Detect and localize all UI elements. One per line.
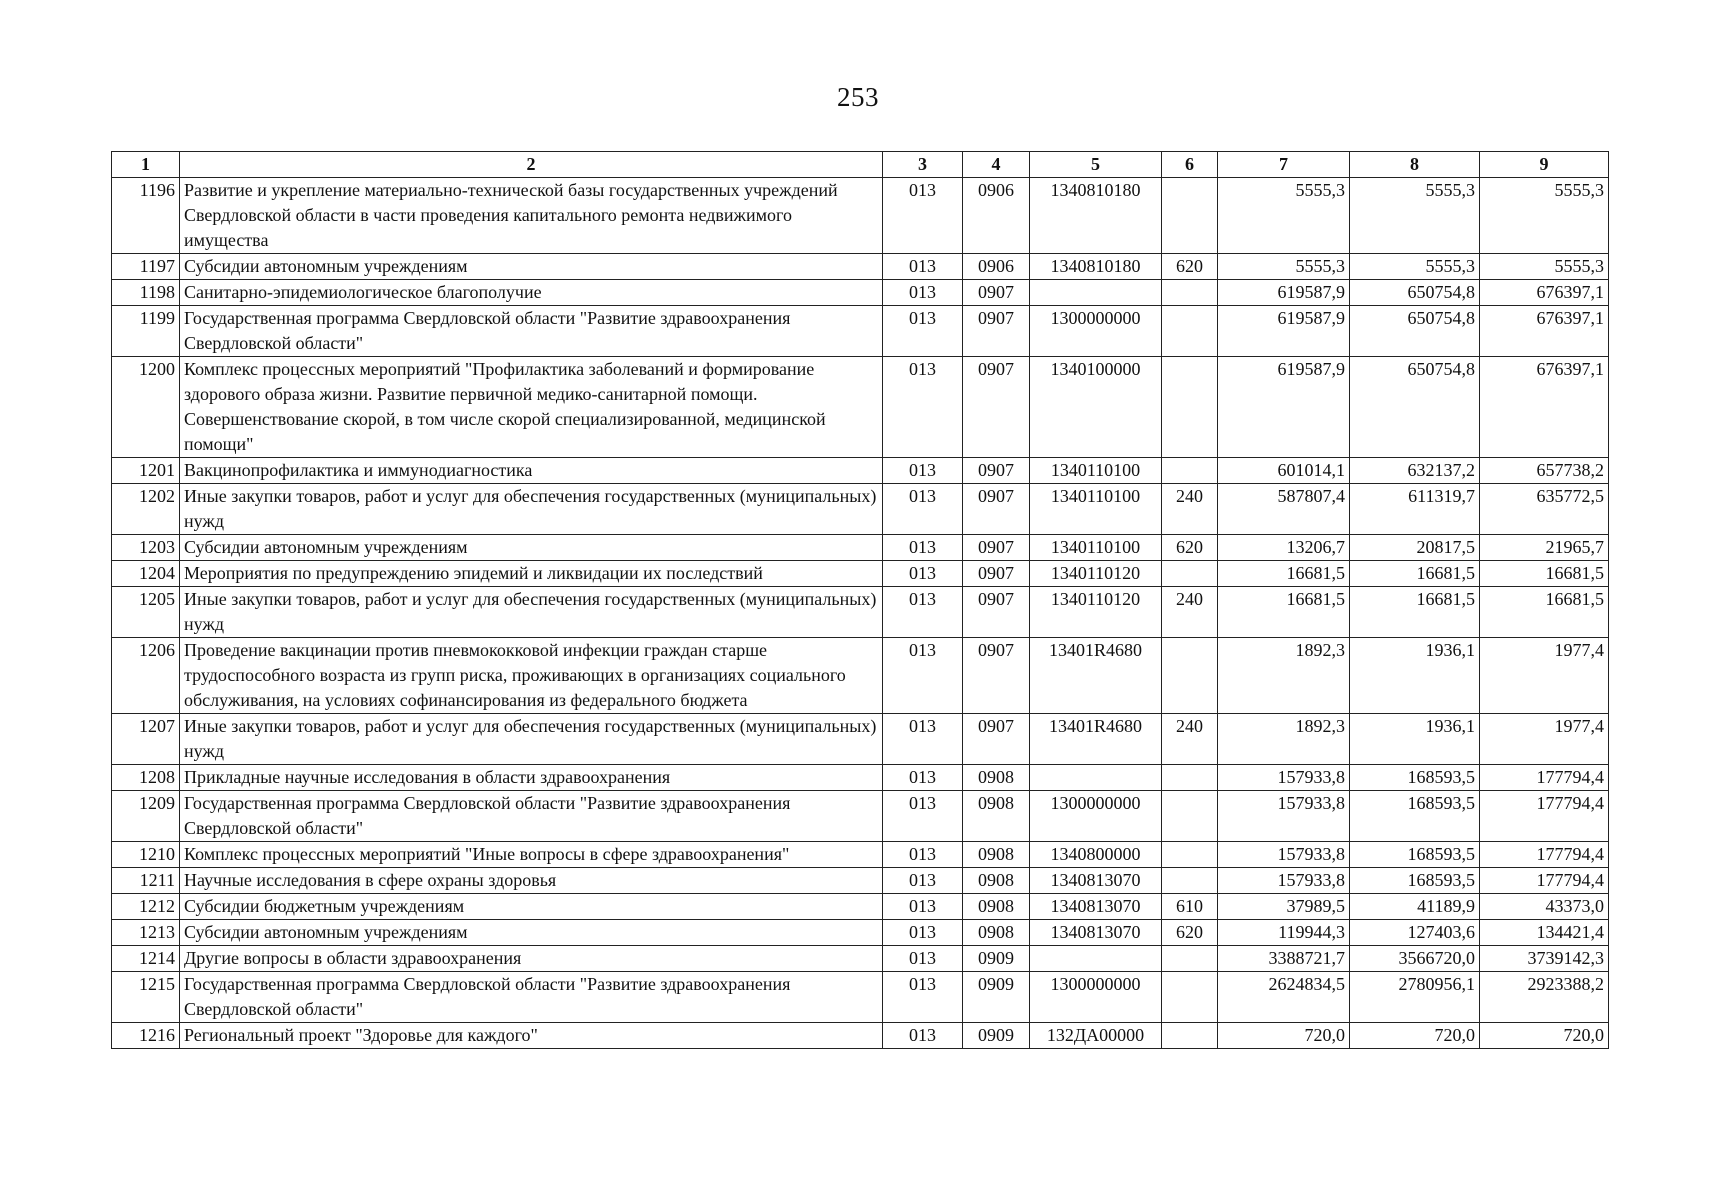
amount-col-8: 20817,5	[1350, 535, 1480, 561]
amount-col-9: 720,0	[1480, 1023, 1609, 1049]
target-code: 1340100000	[1030, 357, 1162, 458]
expense-type	[1162, 868, 1218, 894]
target-code: 1340810180	[1030, 178, 1162, 254]
table-row	[112, 587, 1609, 638]
table-row	[112, 868, 1609, 894]
target-code: 132ДА00000	[1030, 1023, 1162, 1049]
expense-type	[1162, 791, 1218, 842]
amount-col-8: 2780956,1	[1350, 972, 1480, 1023]
target-code	[1030, 765, 1162, 791]
amount-col-7: 5555,3	[1218, 254, 1350, 280]
amount-col-9: 134421,4	[1480, 920, 1609, 946]
amount-col-8: 650754,8	[1350, 280, 1480, 306]
amount-col-7: 119944,3	[1218, 920, 1350, 946]
table-row	[112, 842, 1609, 868]
amount-col-7: 619587,9	[1218, 306, 1350, 357]
table-row	[112, 535, 1609, 561]
header-cell: 4	[963, 152, 1030, 178]
amount-col-9: 635772,5	[1480, 484, 1609, 535]
expense-type	[1162, 458, 1218, 484]
row-name: Государственная программа Свердловской области "Развитие здравоохранения Свердловской области"	[180, 306, 883, 357]
section-code: 0908	[963, 765, 1030, 791]
target-code: 13401R4680	[1030, 714, 1162, 765]
amount-col-8: 168593,5	[1350, 791, 1480, 842]
page-number: 253	[837, 82, 879, 112]
ministry-code: 013	[883, 458, 963, 484]
table-row	[112, 1023, 1609, 1049]
amount-col-7: 1892,3	[1218, 714, 1350, 765]
table-row	[112, 946, 1609, 972]
section-code: 0907	[963, 484, 1030, 535]
ministry-code: 013	[883, 842, 963, 868]
amount-col-7: 16681,5	[1218, 587, 1350, 638]
row-number: 1206	[112, 638, 180, 714]
target-code: 1340110100	[1030, 458, 1162, 484]
header-cell: 1	[112, 152, 180, 178]
expense-type: 240	[1162, 714, 1218, 765]
row-number: 1211	[112, 868, 180, 894]
row-name: Иные закупки товаров, работ и услуг для обеспечения государственных (муниципальных) нужд	[180, 714, 883, 765]
budget-table	[111, 151, 1609, 1049]
amount-col-8: 5555,3	[1350, 178, 1480, 254]
target-code: 1340810180	[1030, 254, 1162, 280]
amount-col-8: 5555,3	[1350, 254, 1480, 280]
table-row	[112, 638, 1609, 714]
target-code: 1300000000	[1030, 306, 1162, 357]
section-code: 0908	[963, 894, 1030, 920]
ministry-code: 013	[883, 638, 963, 714]
section-code: 0909	[963, 946, 1030, 972]
amount-col-9: 177794,4	[1480, 842, 1609, 868]
expense-type: 240	[1162, 484, 1218, 535]
section-code: 0907	[963, 306, 1030, 357]
table-row	[112, 765, 1609, 791]
amount-col-7: 3388721,7	[1218, 946, 1350, 972]
expense-type	[1162, 280, 1218, 306]
section-code: 0909	[963, 972, 1030, 1023]
section-code: 0906	[963, 254, 1030, 280]
amount-col-7: 157933,8	[1218, 842, 1350, 868]
section-code: 0907	[963, 357, 1030, 458]
table-row	[112, 306, 1609, 357]
row-number: 1213	[112, 920, 180, 946]
row-number: 1215	[112, 972, 180, 1023]
expense-type: 610	[1162, 894, 1218, 920]
expense-type	[1162, 842, 1218, 868]
ministry-code: 013	[883, 894, 963, 920]
amount-col-8: 720,0	[1350, 1023, 1480, 1049]
amount-col-7: 619587,9	[1218, 357, 1350, 458]
row-number: 1201	[112, 458, 180, 484]
table-row	[112, 458, 1609, 484]
target-code: 1340813070	[1030, 868, 1162, 894]
target-code: 1340110120	[1030, 587, 1162, 638]
row-number: 1198	[112, 280, 180, 306]
row-number: 1209	[112, 791, 180, 842]
amount-col-8: 16681,5	[1350, 587, 1480, 638]
row-number: 1207	[112, 714, 180, 765]
ministry-code: 013	[883, 535, 963, 561]
row-name: Субсидии автономным учреждениям	[180, 920, 883, 946]
amount-col-7: 601014,1	[1218, 458, 1350, 484]
amount-col-9: 657738,2	[1480, 458, 1609, 484]
row-name: Другие вопросы в области здравоохранения	[180, 946, 883, 972]
row-name: Государственная программа Свердловской области "Развитие здравоохранения Свердловской области"	[180, 791, 883, 842]
target-code	[1030, 946, 1162, 972]
expense-type: 620	[1162, 535, 1218, 561]
ministry-code: 013	[883, 587, 963, 638]
table-row	[112, 791, 1609, 842]
row-number: 1216	[112, 1023, 180, 1049]
section-code: 0907	[963, 714, 1030, 765]
target-code: 1300000000	[1030, 791, 1162, 842]
row-number: 1204	[112, 561, 180, 587]
amount-col-9: 676397,1	[1480, 280, 1609, 306]
section-code: 0907	[963, 587, 1030, 638]
amount-col-8: 168593,5	[1350, 868, 1480, 894]
target-code: 1340110100	[1030, 535, 1162, 561]
row-number: 1205	[112, 587, 180, 638]
amount-col-9: 177794,4	[1480, 791, 1609, 842]
header-cell: 7	[1218, 152, 1350, 178]
section-code: 0908	[963, 920, 1030, 946]
ministry-code: 013	[883, 946, 963, 972]
expense-type	[1162, 946, 1218, 972]
amount-col-8: 1936,1	[1350, 638, 1480, 714]
amount-col-9: 2923388,2	[1480, 972, 1609, 1023]
row-name: Субсидии бюджетным учреждениям	[180, 894, 883, 920]
target-code: 1300000000	[1030, 972, 1162, 1023]
ministry-code: 013	[883, 920, 963, 946]
amount-col-9: 177794,4	[1480, 765, 1609, 791]
table-row	[112, 254, 1609, 280]
target-code: 1340110120	[1030, 561, 1162, 587]
ministry-code: 013	[883, 561, 963, 587]
amount-col-7: 157933,8	[1218, 868, 1350, 894]
row-name: Субсидии автономным учреждениям	[180, 254, 883, 280]
row-number: 1210	[112, 842, 180, 868]
amount-col-7: 37989,5	[1218, 894, 1350, 920]
row-name: Комплекс процессных мероприятий "Иные вопросы в сфере здравоохранения"	[180, 842, 883, 868]
ministry-code: 013	[883, 972, 963, 1023]
expense-type: 620	[1162, 254, 1218, 280]
amount-col-8: 1936,1	[1350, 714, 1480, 765]
amount-col-9: 3739142,3	[1480, 946, 1609, 972]
ministry-code: 013	[883, 306, 963, 357]
amount-col-8: 168593,5	[1350, 842, 1480, 868]
table-row	[112, 178, 1609, 254]
target-code: 13401R4680	[1030, 638, 1162, 714]
row-number: 1197	[112, 254, 180, 280]
row-name: Мероприятия по предупреждению эпидемий и ликвидации их последствий	[180, 561, 883, 587]
amount-col-8: 650754,8	[1350, 357, 1480, 458]
section-code: 0908	[963, 842, 1030, 868]
row-number: 1202	[112, 484, 180, 535]
amount-col-9: 676397,1	[1480, 306, 1609, 357]
ministry-code: 013	[883, 714, 963, 765]
ministry-code: 013	[883, 484, 963, 535]
row-number: 1208	[112, 765, 180, 791]
amount-col-9: 21965,7	[1480, 535, 1609, 561]
amount-col-7: 13206,7	[1218, 535, 1350, 561]
section-code: 0907	[963, 458, 1030, 484]
amount-col-7: 157933,8	[1218, 765, 1350, 791]
amount-col-8: 632137,2	[1350, 458, 1480, 484]
section-code: 0906	[963, 178, 1030, 254]
amount-col-9: 676397,1	[1480, 357, 1609, 458]
row-name: Вакцинопрофилактика и иммунодиагностика	[180, 458, 883, 484]
target-code: 1340813070	[1030, 894, 1162, 920]
amount-col-8: 650754,8	[1350, 306, 1480, 357]
target-code: 1340813070	[1030, 920, 1162, 946]
header-cell: 9	[1480, 152, 1609, 178]
section-code: 0908	[963, 868, 1030, 894]
amount-col-9: 43373,0	[1480, 894, 1609, 920]
amount-col-8: 611319,7	[1350, 484, 1480, 535]
amount-col-8: 16681,5	[1350, 561, 1480, 587]
expense-type	[1162, 306, 1218, 357]
amount-col-7: 16681,5	[1218, 561, 1350, 587]
table-row	[112, 894, 1609, 920]
amount-col-9: 5555,3	[1480, 178, 1609, 254]
ministry-code: 013	[883, 765, 963, 791]
expense-type	[1162, 1023, 1218, 1049]
header-cell: 5	[1030, 152, 1162, 178]
table-row	[112, 714, 1609, 765]
table-row	[112, 357, 1609, 458]
section-code: 0908	[963, 791, 1030, 842]
section-code: 0909	[963, 1023, 1030, 1049]
row-number: 1199	[112, 306, 180, 357]
row-name: Государственная программа Свердловской области "Развитие здравоохранения Свердловской области"	[180, 972, 883, 1023]
amount-col-7: 2624834,5	[1218, 972, 1350, 1023]
row-name: Санитарно-эпидемиологическое благополучие	[180, 280, 883, 306]
amount-col-7: 720,0	[1218, 1023, 1350, 1049]
section-code: 0907	[963, 280, 1030, 306]
target-code: 1340800000	[1030, 842, 1162, 868]
row-number: 1203	[112, 535, 180, 561]
row-number: 1200	[112, 357, 180, 458]
amount-col-7: 5555,3	[1218, 178, 1350, 254]
expense-type	[1162, 972, 1218, 1023]
expense-type: 240	[1162, 587, 1218, 638]
expense-type	[1162, 765, 1218, 791]
ministry-code: 013	[883, 1023, 963, 1049]
expense-type	[1162, 638, 1218, 714]
table-row	[112, 972, 1609, 1023]
amount-col-7: 157933,8	[1218, 791, 1350, 842]
amount-col-9: 16681,5	[1480, 587, 1609, 638]
amount-col-8: 168593,5	[1350, 765, 1480, 791]
amount-col-7: 1892,3	[1218, 638, 1350, 714]
amount-col-9: 5555,3	[1480, 254, 1609, 280]
row-number: 1212	[112, 894, 180, 920]
ministry-code: 013	[883, 254, 963, 280]
row-name: Прикладные научные исследования в области здравоохранения	[180, 765, 883, 791]
amount-col-7: 619587,9	[1218, 280, 1350, 306]
row-name: Проведение вакцинации против пневмококковой инфекции граждан старше трудоспособного возраста из групп риска, проживающих в организациях социального обслуживания, на условиях софинансирования из федерального бюджета	[180, 638, 883, 714]
row-name: Комплекс процессных мероприятий "Профилактика заболеваний и формирование здорового образа жизни. Развитие первичной медико-санитарной помощи. Совершенствование скорой, в том числе скорой специализированной, медицинской помощи"	[180, 357, 883, 458]
section-code: 0907	[963, 638, 1030, 714]
table-row	[112, 920, 1609, 946]
ministry-code: 013	[883, 280, 963, 306]
ministry-code: 013	[883, 178, 963, 254]
row-name: Иные закупки товаров, работ и услуг для обеспечения государственных (муниципальных) нужд	[180, 587, 883, 638]
row-number: 1196	[112, 178, 180, 254]
expense-type	[1162, 561, 1218, 587]
section-code: 0907	[963, 535, 1030, 561]
expense-type	[1162, 357, 1218, 458]
header-cell: 3	[883, 152, 963, 178]
header-cell: 2	[180, 152, 883, 178]
amount-col-9: 1977,4	[1480, 638, 1609, 714]
amount-col-8: 3566720,0	[1350, 946, 1480, 972]
section-code: 0907	[963, 561, 1030, 587]
header-cell: 8	[1350, 152, 1480, 178]
amount-col-7: 587807,4	[1218, 484, 1350, 535]
header-cell: 6	[1162, 152, 1218, 178]
table-row	[112, 561, 1609, 587]
expense-type	[1162, 178, 1218, 254]
header-row	[112, 152, 1609, 178]
row-name: Иные закупки товаров, работ и услуг для обеспечения государственных (муниципальных) нужд	[180, 484, 883, 535]
ministry-code: 013	[883, 868, 963, 894]
row-number: 1214	[112, 946, 180, 972]
ministry-code: 013	[883, 357, 963, 458]
row-name: Субсидии автономным учреждениям	[180, 535, 883, 561]
target-code	[1030, 280, 1162, 306]
target-code: 1340110100	[1030, 484, 1162, 535]
expense-type: 620	[1162, 920, 1218, 946]
ministry-code: 013	[883, 791, 963, 842]
table-body	[112, 178, 1609, 1049]
amount-col-8: 41189,9	[1350, 894, 1480, 920]
amount-col-8: 127403,6	[1350, 920, 1480, 946]
table-row	[112, 484, 1609, 535]
amount-col-9: 1977,4	[1480, 714, 1609, 765]
table-row	[112, 280, 1609, 306]
amount-col-9: 177794,4	[1480, 868, 1609, 894]
row-name: Развитие и укрепление материально-технической базы государственных учреждений Свердловской области в части проведения капитального ремонта недвижимого имущества	[180, 178, 883, 254]
row-name: Региональный проект "Здоровье для каждого"	[180, 1023, 883, 1049]
amount-col-9: 16681,5	[1480, 561, 1609, 587]
row-name: Научные исследования в сфере охраны здоровья	[180, 868, 883, 894]
